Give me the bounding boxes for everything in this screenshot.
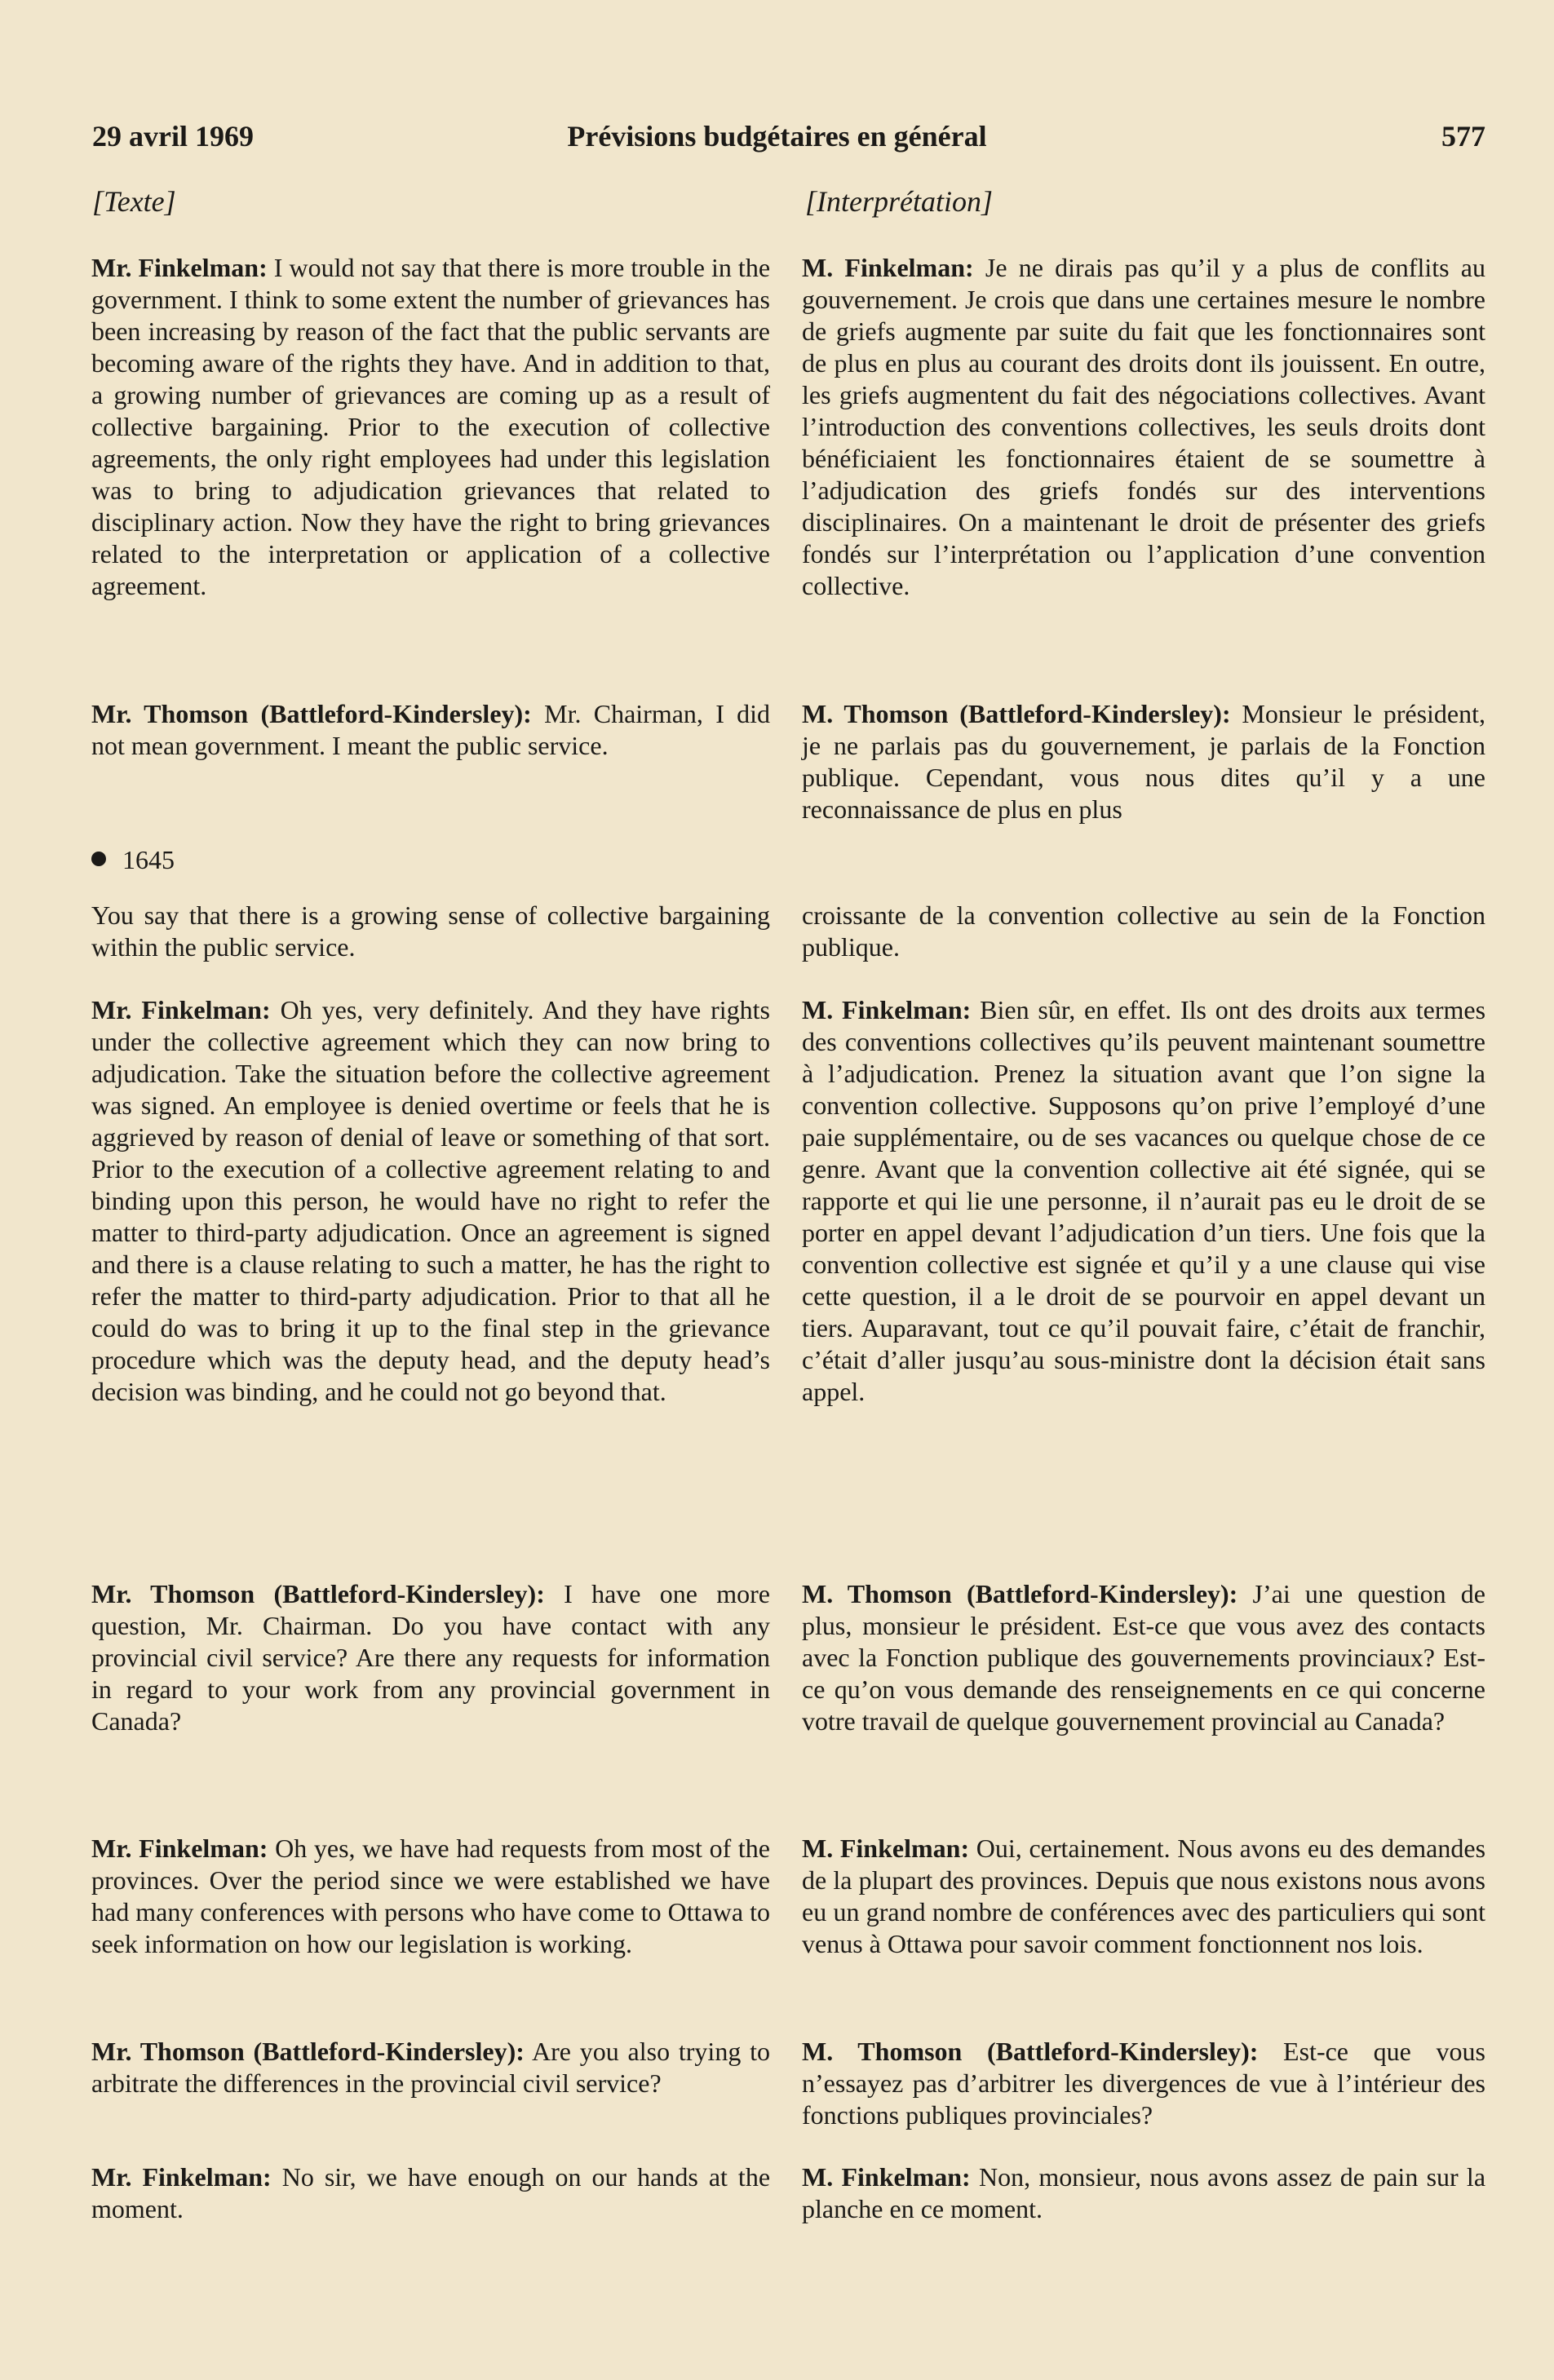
paragraph-text: Are you also trying to arbitrate the differences in the provincial civil service?	[91, 2037, 771, 2098]
speaker: Mr. Finkelman:	[91, 1834, 268, 1863]
fr-paragraph	[802, 1833, 1485, 1960]
fr-paragraph	[802, 994, 1485, 1408]
speaker: M. Finkelman:	[802, 995, 972, 1024]
en-paragraph	[91, 1833, 770, 1960]
en-paragraph	[91, 2036, 770, 2099]
paragraph-text: Oui, certainement. Nous avons eu des demandes de la plupart des provinces. Depuis que nous existons nous avons eu un grand nombre de conférences avec des particuliers qui sont venus à Ottawa pour savoir comment fonctionnent nos lois.	[802, 1834, 1486, 1958]
paragraph-text: Oh yes, we have had requests from most of the provinces. Over the period since we were established we have had many conferences with persons who have come to Ottawa to seek information on how our legislation is working.	[91, 1834, 770, 1958]
bullet-icon	[91, 852, 106, 866]
paragraph-text: I would not say that there is more trouble in the government. I think to some extent the number of grievances has been increasing by reason of the fact that the public servants are becoming aware of the rights they have. And in addition to that, a growing number of grievances are coming up as a result of collective bargaining. Prior to the execution of collective agreements, the only right employees had under this legislation was to bring to adjudication grievances that related to disciplinary action. Now they have the right to bring grievances related to the interpretation or application of a collective agreement.	[91, 253, 771, 600]
en-paragraph	[91, 2161, 770, 2225]
paragraph-text: Est-ce que vous n’essayez pas d’arbitrer les divergences de vue à l’intérieur des fonctions publiques provinciales?	[802, 2037, 1485, 2130]
speaker: Mr. Thomson (Battleford-Kindersley):	[91, 1579, 545, 1608]
fr-paragraph	[802, 252, 1485, 602]
header-title: Prévisions budgétaires en général	[567, 120, 987, 153]
paragraph-text: Bien sûr, en effet. Ils ont des droits aux termes des conventions collectives qu’ils peuvent maintenant soumettre à l’adjudication. Prenez la situation avant que l’on signe la convention collective. Supposons qu’on prive l’employé d’une paie supplémentaire, ou de ses vacances ou quelque chose de ce genre. Avant que la convention collective ait été signée, qui se rapporte et qui lie une personne, il n’aurait pas eu le droit de se porter en appel devant l’adjudication d’un tiers. Une fois que la convention collective est signée et qu’il y a une clause qui vise cette question, il a le droit de se pourvoir en appel devant un tiers. Auparavant, tout ce qu’il pouvait faire, c’était de franchir, c’était d’aller jusqu’au sous-ministre dont la décision était sans appel.	[802, 995, 1486, 1406]
paragraph-text: Monsieur le président, je ne parlais pas du gouvernement, je parlais de la Fonction publique. Cependant, vous nous dites qu’il y a une reconnaissance de plus en plus	[802, 699, 1486, 824]
en-paragraph	[91, 698, 770, 762]
paragraph-text: Mr. Chairman, I did not mean government. I meant the public service.	[91, 699, 771, 760]
paragraph-text: I have one more question, Mr. Chairman. Do you have contact with any provincial civil service? Are there any requests for information in regard to your work from any provincial government in Canada?	[91, 1579, 770, 1736]
paragraph-text: Je ne dirais pas qu’il y a plus de conflits au gouvernement. Je crois que dans une certaines mesure le nombre de griefs augmente par suite du fait que les fonctionnaires sont de plus en plus au courant des droits dont ils jouissent. En outre, les griefs augmentent du fait des négociations collectives. Avant l’introduction des conventions collectives, les seuls droits dont bénéficiaient les fonctionnaires étaient de se soumettre à l’adjudication des griefs fondés sur des interventions disciplinaires. On a maintenant le droit de présenter des griefs fondés sur l’interprétation ou l’application d’une convention collective.	[802, 253, 1486, 600]
en-paragraph	[91, 1578, 770, 1737]
fr-paragraph	[802, 1578, 1485, 1737]
left-column-label: [Texte]	[92, 185, 176, 218]
speaker: M. Finkelman:	[802, 1834, 970, 1863]
speaker: Mr. Thomson (Battleford-Kindersley):	[91, 2037, 525, 2066]
speaker: M. Finkelman:	[802, 2162, 971, 2192]
header-date: 29 avril 1969	[92, 120, 254, 153]
en-paragraph	[91, 994, 770, 1408]
paragraph-text: You say that there is a growing sense of collective bargaining within the public service.	[91, 900, 770, 962]
time-marker	[91, 845, 175, 875]
page-number: 577	[1441, 120, 1485, 153]
fr-paragraph	[802, 2161, 1485, 2225]
speaker: M. Thomson (Battleford-Kindersley):	[802, 2037, 1259, 2066]
paragraph-text: croissante de la convention collective au sein de la Fonction publique.	[802, 900, 1485, 962]
speaker: Mr. Finkelman:	[91, 253, 268, 282]
fr-paragraph	[802, 900, 1485, 963]
paragraph-text: Oh yes, very definitely. And they have rights under the collective agreement which they can now bring to adjudication. Take the situation before the collective agreement was signed. An employee is denied overtime or feels that he is aggrieved by reason of denial of leave or something of that sort. Prior to the execution of a collective agreement relating to and binding upon this person, he would have no right to refer the matter to third-party adjudication. Once an agreement is signed and there is a clause relating to such a matter, he has the right to refer the matter to third-party adjudication. Prior to that all he could do was to bring it up to the final step in the grievance procedure which was the deputy head, and the deputy head’s decision was binding, and he could not go beyond that.	[91, 995, 771, 1406]
en-paragraph	[91, 252, 770, 602]
time-marker-text: 1645	[122, 845, 175, 874]
paragraph-text: Non, monsieur, nous avons assez de pain sur la planche en ce moment.	[802, 2162, 1486, 2223]
speaker: M. Thomson (Battleford-Kindersley):	[802, 1579, 1238, 1608]
speaker: Mr. Thomson (Battleford-Kindersley):	[91, 699, 532, 728]
speaker: Mr. Finkelman:	[91, 2162, 272, 2192]
speaker: M. Thomson (Battleford-Kindersley):	[802, 699, 1231, 728]
fr-paragraph	[802, 698, 1485, 825]
right-column-label: [Interprétation]	[805, 185, 993, 218]
paragraph-text: J’ai une question de plus, monsieur le président. Est-ce que vous avez des contacts avec la Fonction publique des gouvernements provinciaux? Est-ce qu’on vous demande des renseignements en ce qui concerne votre travail de quelque gouvernement provincial au Canada?	[802, 1579, 1486, 1736]
fr-paragraph	[802, 2036, 1485, 2131]
speaker: M. Finkelman:	[802, 253, 974, 282]
paragraph-text: No sir, we have enough on our hands at the moment.	[91, 2162, 771, 2223]
speaker: Mr. Finkelman:	[91, 995, 271, 1024]
en-paragraph	[91, 900, 770, 963]
